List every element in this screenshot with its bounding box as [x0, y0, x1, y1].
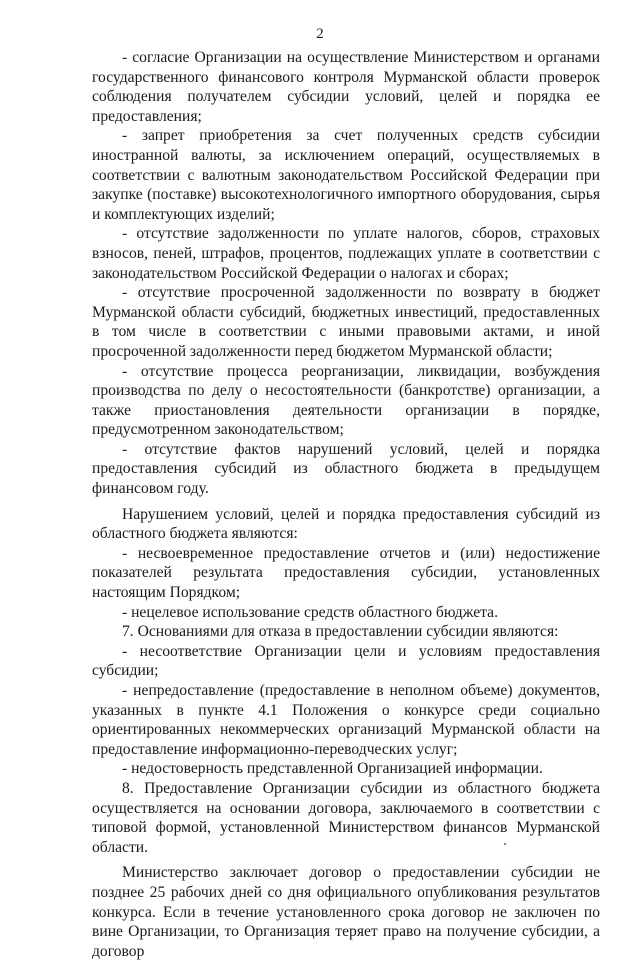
paragraph: - отсутствие процесса реорганизации, ликвидации, возбуждения производства по делу о несостоятельности (банкротстве) организации, а также приостановления деятельности организации в порядке, предусмотренном законодательством;: [92, 362, 600, 439]
paragraph: - несвоевременное предоставление отчетов и (или) недостижение показателей результата предоставления субсидии, установленных настоящим Порядком;: [92, 544, 600, 602]
paragraph: - отсутствие просроченной задолженности по возврату в бюджет Мурманской области субсидий, бюджетных инвестиций, предоставленных в том числе в соответствии с иными правовыми актами, и иной просроченной задолженности перед бюджетом Мурманской области;: [92, 284, 600, 360]
paragraph: 8. Предоставление Организации субсидии из областного бюджета осуществляется на основании договора, заключаемого в соответствии с типовой формой, установленной Министерством финансов Мурманской области.: [92, 779, 600, 856]
paragraph: - несоответствие Организации цели и условиям предоставления субсидии;: [92, 642, 600, 680]
paragraph: - нецелевое использование средств областного бюджета.: [122, 603, 498, 621]
paragraph: - непредоставление (предоставление в неполном объеме) документов, указанных в пункте 4.1 Положения о конкурсе среди социально ориентированных некоммерческих организаций Мурманской области на предоставление информационно-переводческих услуг;: [92, 682, 600, 758]
paragraph: - согласие Организации на осуществление Министерством и органами государственного финансового контроля Мурманской области проверок соблюдения получателем субсидии условий, целей и порядка ее предоставления;: [92, 49, 600, 125]
paragraph: - недостоверность представленной Организацией информации.: [122, 760, 543, 778]
page-number: 2: [316, 26, 324, 42]
paragraph: Нарушением условий, целей и порядка предоставления субсидий из областного бюджета являются:: [92, 505, 600, 543]
paragraph: 7. Основаниями для отказа в предоставлении субсидии являются:: [122, 623, 559, 641]
paragraph: - запрет приобретения за счет полученных средств субсидии иностранной валюты, за исключением операций, осуществляемых в соответствии с валютным законодательством Российской Федерации при закупке (поставке) высокотехнологичного импортного оборудования, сырья и комплектующих изделий;: [92, 127, 600, 223]
paragraph: - отсутствие фактов нарушений условий, целей и порядка предоставления субсидий из областного бюджета в предыдущем финансовом году.: [92, 440, 600, 498]
scan-speck: [504, 843, 506, 845]
document-body: [92, 48, 600, 961]
paragraph: - отсутствие задолженности по уплате налогов, сборов, страховых взносов, пеней, штрафов, процентов, подлежащих уплате в соответствии с законодательством Российской Федерации о налогах и сборах;: [92, 225, 600, 282]
paragraph: Министерство заключает договор о предоставлении субсидии не позднее 25 рабочих дней со дня официального опубликования результатов конкурса. Если в течение установленного срока договор не заключен по вине Организации, то Организация теряет право на получение субсидии, а договор: [92, 864, 600, 960]
